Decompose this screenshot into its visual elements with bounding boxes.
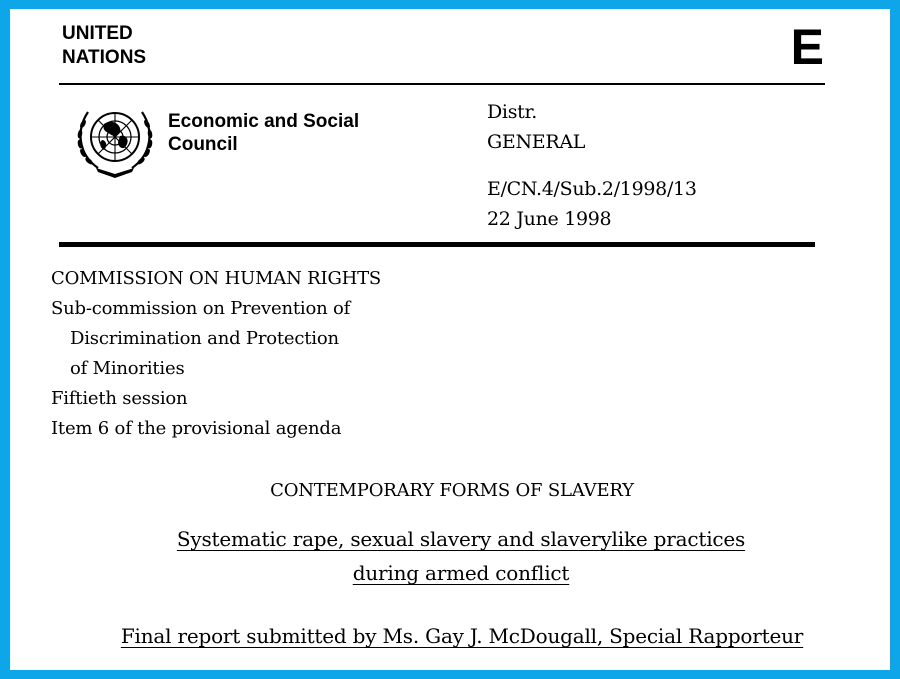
council-name (168, 110, 359, 156)
subtitle-line-2: during armed conflict (352, 561, 570, 585)
header-divider (59, 83, 825, 85)
report-attribution (10, 621, 890, 651)
document-date: 22 June 1998 (487, 208, 612, 230)
un-emblem-icon (74, 102, 156, 178)
council-line-2: Council (168, 134, 238, 155)
language-code: E (790, 19, 824, 75)
subcommission-line-1: Sub-commission on Prevention of (51, 298, 351, 319)
document-page (10, 9, 890, 670)
subcommission-line-3: of Minorities (70, 358, 185, 379)
document-subtitle (10, 522, 890, 590)
organization-name (62, 22, 146, 70)
distr-value: GENERAL (487, 131, 586, 153)
org-name-line-2: NATIONS (62, 47, 147, 68)
council-line-1: Economic and Social (168, 111, 360, 132)
subtitle-line-1: Systematic rape, sexual slavery and slaverylike practices (176, 527, 746, 551)
org-name-line-1: UNITED (62, 23, 133, 44)
agenda-item: Item 6 of the provisional agenda (51, 418, 342, 439)
document-symbol: E/CN.4/Sub.2/1998/13 (487, 178, 697, 200)
document-title: CONTEMPORARY FORMS OF SLAVERY (270, 480, 634, 501)
session-name: Fiftieth session (51, 388, 188, 409)
distr-label: Distr. (487, 101, 537, 123)
document-symbol-block (487, 174, 697, 234)
subcommission-line-2: Discrimination and Protection (70, 328, 339, 349)
report-line: Final report submitted by Ms. Gay J. McDougall, Special Rapporteur (120, 624, 804, 648)
distribution-block (487, 97, 585, 157)
commission-name: COMMISSION ON HUMAN RIGHTS (51, 268, 382, 289)
meeting-info (51, 264, 381, 444)
masthead-divider (59, 242, 815, 247)
